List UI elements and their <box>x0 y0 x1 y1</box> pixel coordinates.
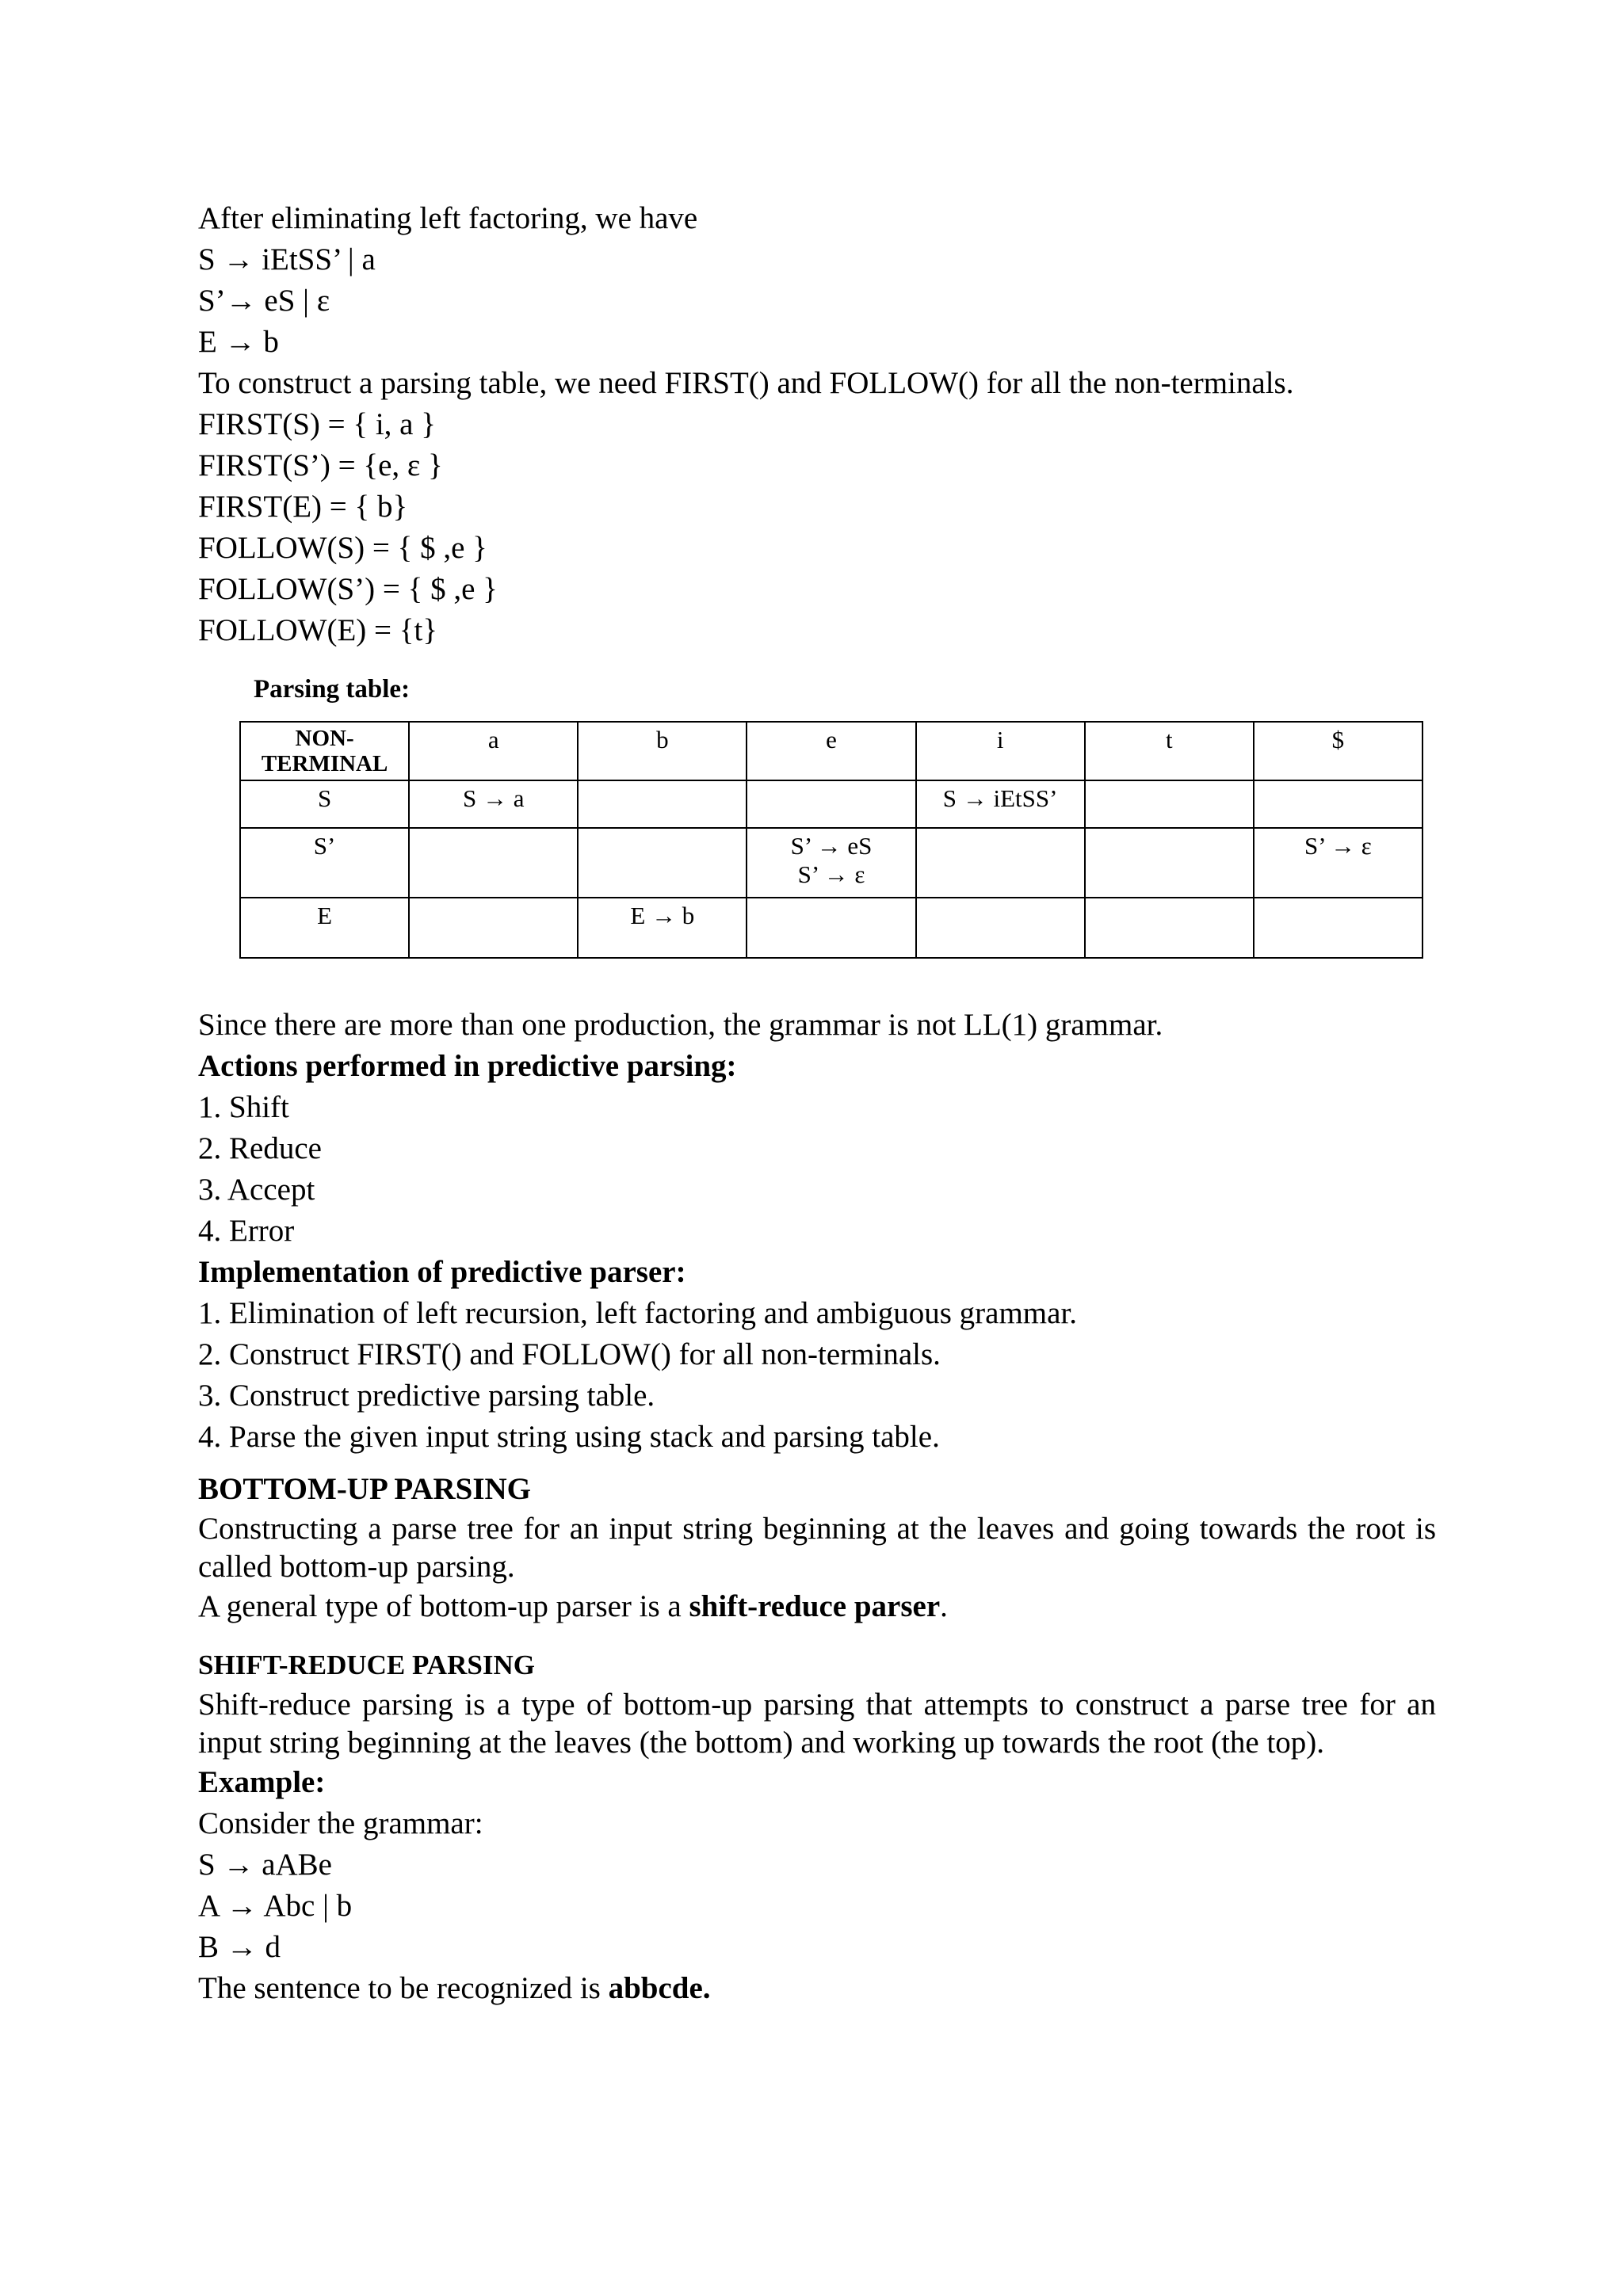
spacer <box>198 959 1436 1005</box>
parsing-table <box>239 721 1423 959</box>
intro-line: To construct a parsing table, we need FIRST() and FOLLOW() for all the non-terminals. <box>198 366 1294 400</box>
page-content <box>198 198 1444 2009</box>
bottom-up-heading: BOTTOM-UP PARSING <box>198 1472 532 1506</box>
column-header: e <box>747 722 915 780</box>
table-header-row <box>240 722 1423 780</box>
row-nonterminal: S’ <box>240 828 409 898</box>
grammar-rule: S → aABe <box>198 1848 332 1882</box>
consider-line: Consider the grammar: <box>198 1806 483 1840</box>
grammar-rule: B → d <box>198 1930 281 1964</box>
first-set: FIRST(E) = { b} <box>198 490 408 524</box>
table-cell: S’ → ε <box>1254 828 1423 898</box>
table-cell <box>916 828 1085 898</box>
bottom-up-section <box>198 1469 1444 1627</box>
table-row <box>240 898 1423 958</box>
action-item: 3. Accept <box>198 1173 315 1207</box>
follow-set: FOLLOW(S) = { $ ,e } <box>198 531 487 565</box>
table-row <box>240 828 1423 898</box>
bottom-up-paragraph: Constructing a parse tree for an input string beginning at the leaves and going towards the root is called bottom-up parsing. <box>198 1512 1444 1584</box>
grammar-rule: S’→ eS | ε <box>198 284 330 318</box>
table-cell: E → b <box>578 898 747 958</box>
column-header: i <box>916 722 1085 780</box>
example-heading: Example: <box>198 1765 326 1799</box>
sentence-prefix: The sentence to be recognized is <box>198 1971 609 2005</box>
intro-section <box>198 198 1436 651</box>
table-cell-multi <box>747 828 915 898</box>
implementation-step: 3. Construct predictive parsing table. <box>198 1379 655 1413</box>
table-cell <box>747 780 915 828</box>
action-item: 1. Shift <box>198 1090 289 1124</box>
table-cell <box>578 828 747 898</box>
general-parser-line <box>198 1586 1436 1627</box>
column-header: b <box>578 722 747 780</box>
table-row <box>240 780 1423 828</box>
table-cell <box>916 898 1085 958</box>
action-item: 2. Reduce <box>198 1131 322 1165</box>
column-header: $ <box>1254 722 1423 780</box>
general-suffix: . <box>940 1589 948 1623</box>
table-cell <box>1085 898 1254 958</box>
table-cell <box>1254 780 1423 828</box>
follow-set: FOLLOW(S’) = { $ ,e } <box>198 572 498 606</box>
table-cell <box>1085 780 1254 828</box>
column-header: a <box>409 722 578 780</box>
shift-reduce-heading: SHIFT-REDUCE PARSING <box>198 1650 535 1680</box>
table-cell: S → iEtSS’ <box>916 780 1085 828</box>
actions-heading: Actions performed in predictive parsing: <box>198 1049 737 1083</box>
predictive-section <box>198 1005 1436 1458</box>
corner-header: NON-TERMINAL <box>240 722 409 780</box>
table-cell <box>409 898 578 958</box>
follow-set: FOLLOW(E) = {t} <box>198 613 438 647</box>
conclusion-text: Since there are more than one production, the grammar is not LL(1) grammar. <box>198 1008 1163 1042</box>
table-cell <box>578 780 747 828</box>
general-bold: shift-reduce parser <box>689 1589 941 1623</box>
first-set: FIRST(S) = { i, a } <box>198 407 436 441</box>
action-item: 4. Error <box>198 1214 295 1248</box>
implementation-step: 2. Construct FIRST() and FOLLOW() for all non-terminals. <box>198 1337 941 1371</box>
row-nonterminal: S <box>240 780 409 828</box>
row-nonterminal: E <box>240 898 409 958</box>
implementation-heading: Implementation of predictive parser: <box>198 1255 686 1289</box>
parsing-table-title: Parsing table: <box>254 675 411 704</box>
table-cell <box>1254 898 1423 958</box>
table-cell: S → a <box>409 780 578 828</box>
implementation-step: 4. Parse the given input string using stack and parsing table. <box>198 1420 940 1454</box>
table-cell <box>747 898 915 958</box>
table-cell <box>1085 828 1254 898</box>
spacer <box>198 1458 1436 1469</box>
table-cell <box>409 828 578 898</box>
column-header: t <box>1085 722 1254 780</box>
shift-reduce-paragraph: Shift-reduce parsing is a type of bottom-up parsing that attempts to construct a parse tree for an input string beginning at the leaves (the bottom) and working up towards the root (the top). <box>198 1688 1444 1760</box>
general-prefix: A general type of bottom-up parser is a <box>198 1589 689 1623</box>
intro-line: After eliminating left factoring, we have <box>198 201 698 235</box>
grammar-rule: A → Abc | b <box>198 1889 353 1923</box>
cell-production: S’ → ε <box>797 860 865 888</box>
cell-production: S’ → eS <box>790 832 873 860</box>
grammar-rule: S → iEtSS’ | a <box>198 242 376 277</box>
sentence-line <box>198 1968 1436 2009</box>
implementation-step: 1. Elimination of left recursion, left factoring and ambiguous grammar. <box>198 1296 1078 1330</box>
sentence-bold: abbcde. <box>608 1971 711 2005</box>
spacer <box>198 1627 1436 1645</box>
shift-reduce-section <box>198 1645 1444 2009</box>
grammar-rule: E → b <box>198 325 279 359</box>
first-set: FIRST(S’) = {e, ε } <box>198 448 443 482</box>
